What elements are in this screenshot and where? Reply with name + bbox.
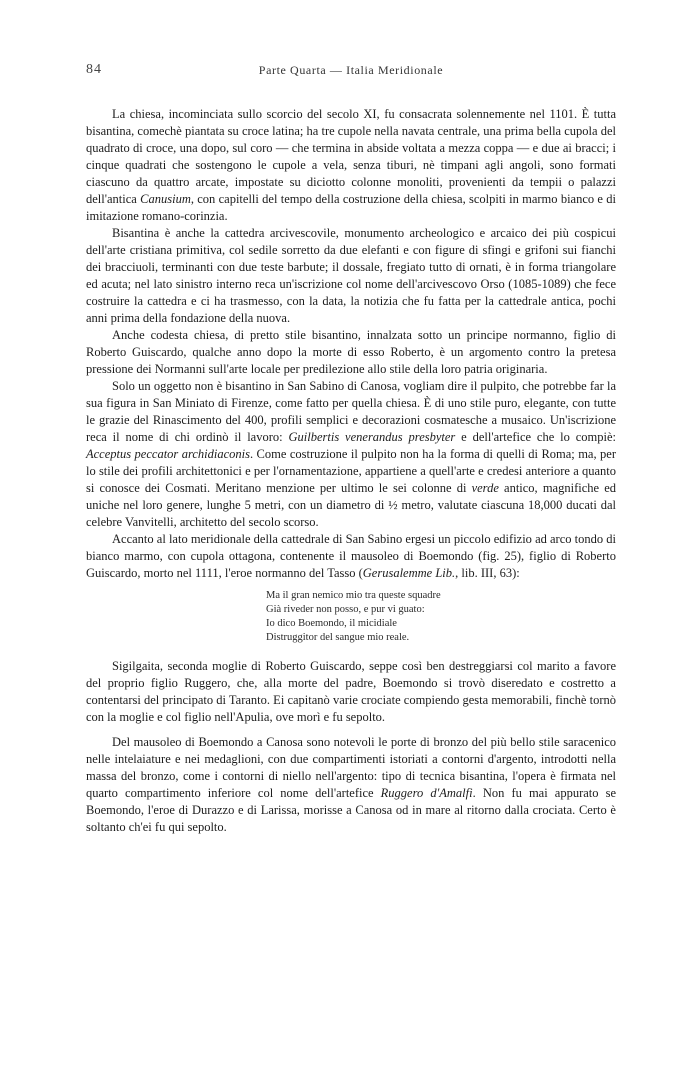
italic-text: Gerusalemme Lib. xyxy=(362,566,456,580)
text-run: La chiesa, incominciata sullo scorcio del secolo XI, fu consacrata solennemente nel 1101. È tutta bisantina, comechè piantata su croce latina; ha tre cupole nella navata centrale, una prima bella cupola del quadrato di croce, una dopo, sul coro — che termina in abside voltata a mezza coppa — e due ai bracci; i cinque quadrati che sostengono le cupole a vela, senza tiburi, nè timpani agli angoli, sono formati ciascuno da quattro arcate, impostate su diciotto colonne monoliti, provenienti da tempii o palazzi dell'antica xyxy=(86,107,616,206)
paragraph xyxy=(86,531,616,582)
text-run: Accanto al lato meridionale della cattedrale di San Sabino ergesi un piccolo edifizio ad arco tondo di bianco marmo, con cupola ottagona, contenente il mausoleo di Boemondo (fig. 25), figlio di Roberto Guiscardo, morto nel 1111, l'eroe normanno del Tasso ( xyxy=(86,532,616,580)
italic-text: Ruggero d'Amalfi xyxy=(380,786,473,800)
text-run: , lib. III, 63): xyxy=(455,566,520,580)
text-run: . Come costruzione il pulpito non ha la forma di quelli di Roma; ma, per lo stile dei profili architettonici e per l'ornamentazione, appartiene a quell'arte e credesi anteriore a quanto si conosce dei Cosmati. Meritano menzione per ultimo le sei colonne di xyxy=(86,447,616,495)
text-run: . Non fu mai appurato se Boemondo, l'eroe di Durazzo e di Larissa, morisse a Canosa od in mare al ritorno dalla crociata. Certo è soltanto ch'ei fu qui sepolto. xyxy=(86,786,617,834)
paragraphs-before-verse xyxy=(86,106,616,582)
italic-text: verde xyxy=(471,481,499,495)
text-run: antico, magnifiche ed uniche nel loro genere, lunghe 5 metri, con un diametro di ½ metro, valutate ciascuna 18,000 ducati dal celebre Vanvitelli, architetto del secolo scorso. xyxy=(86,481,616,529)
text-run: e dell'artefice che lo compiè: xyxy=(455,430,616,444)
paragraph xyxy=(86,378,616,531)
italic-text: Acceptus peccator archidiaconis xyxy=(86,447,250,461)
italic-text: Canusium xyxy=(140,192,191,206)
text-run: Del mausoleo di Boemondo a Canosa sono notevoli le porte di bronzo del più bello stile saracenico nelle intelaiature e nei medaglioni, con due compartimenti istoriati a contorni d'argento, introdotti nella massa del bronzo, come i contorni di niello nell'argento: tipo di tecnica bisantina, l'opera è firmata nel quarto compartimento inferiore col nome dell'artefice xyxy=(86,735,616,800)
text-run: Anche codesta chiesa, di pretto stile bisantino, innalzata sotto un principe normanno, figlio di Roberto Guiscardo, qualche anno dopo la morte di esso Roberto, è un argomento contro la pretesa pressione dei Normanni sull'arte locale per predilezione allo stile della loro patria originaria. xyxy=(86,328,616,376)
paragraph xyxy=(86,106,616,225)
verse-quotation xyxy=(86,589,616,645)
verse-line: Distruggitor del sangue mio reale. xyxy=(266,632,410,643)
italic-text: Guilbertis venerandus presbyter xyxy=(288,430,456,444)
paragraph xyxy=(86,734,616,836)
verse-line: Già riveder non posso, e pur vi guato: xyxy=(266,604,425,615)
verse-line: Ma il gran nemico mio tra queste squadre xyxy=(266,590,441,601)
body-text xyxy=(86,106,616,836)
paragraph xyxy=(86,327,616,378)
page-number: 84 xyxy=(86,62,102,77)
running-head: Parte Quarta — Italia Meridionale xyxy=(258,63,444,77)
text-run: Bisantina è anche la cattedra arcivescovile, monumento archeologico e arcaico dei più cospicui dell'arte cristiana primitiva, col sedile sorretto da due elefanti e con figure di sfingi e grifoni sui fianchi dei bracciuoli, terminanti con due teste barbute; il dossale, fregiato tutto di ornati, è in forma triangolare ed acuta; nel lato sinistro interno reca un'iscrizione col nome dell'arcivescovo Orso (1085-1089) che fece costruire la cattedra e ci ha trasmesso, con la data, la notizia che fu fatta per la cattedrale antica, pochi anni prima della fondazione della nuova. xyxy=(86,226,616,325)
paragraph xyxy=(86,225,616,327)
text-run: Solo un oggetto non è bisantino in San Sabino di Canosa, vogliam dire il pulpito, che potrebbe far la sua figura in San Miniato di Firenze, come fatto per quella chiesa. È di uno stile puro, elegante, con tutte le grazie del Rinascimento del 400, profili semplici e decorazioni cosmatesche a musaico. Un'iscrizione reca il nome di chi ordinò il lavoro: xyxy=(86,379,616,444)
paragraph xyxy=(86,658,616,726)
paragraphs-after-verse xyxy=(86,658,616,836)
verse-line: Io dico Boemondo, il micidiale xyxy=(266,618,397,629)
text-run: Sigilgaita, seconda moglie di Roberto Guiscardo, seppe così ben destreggiarsi col marito a favore del proprio figlio Ruggero, che, alla morte del padre, Boemondo si trovò diseredato e costretto a contentarsi del principato di Taranto. Ei capitanò varie crociate compiendo gesta memorabili, finchè tornò con la moglie e col figlio nell'Apulia, ove morì e fu sepolto. xyxy=(86,659,616,724)
page-header xyxy=(86,62,616,82)
text-run: , con capitelli del tempo della costruzione della chiesa, scolpiti in marmo bianco e di imitazione romano-corinzia. xyxy=(86,192,616,223)
